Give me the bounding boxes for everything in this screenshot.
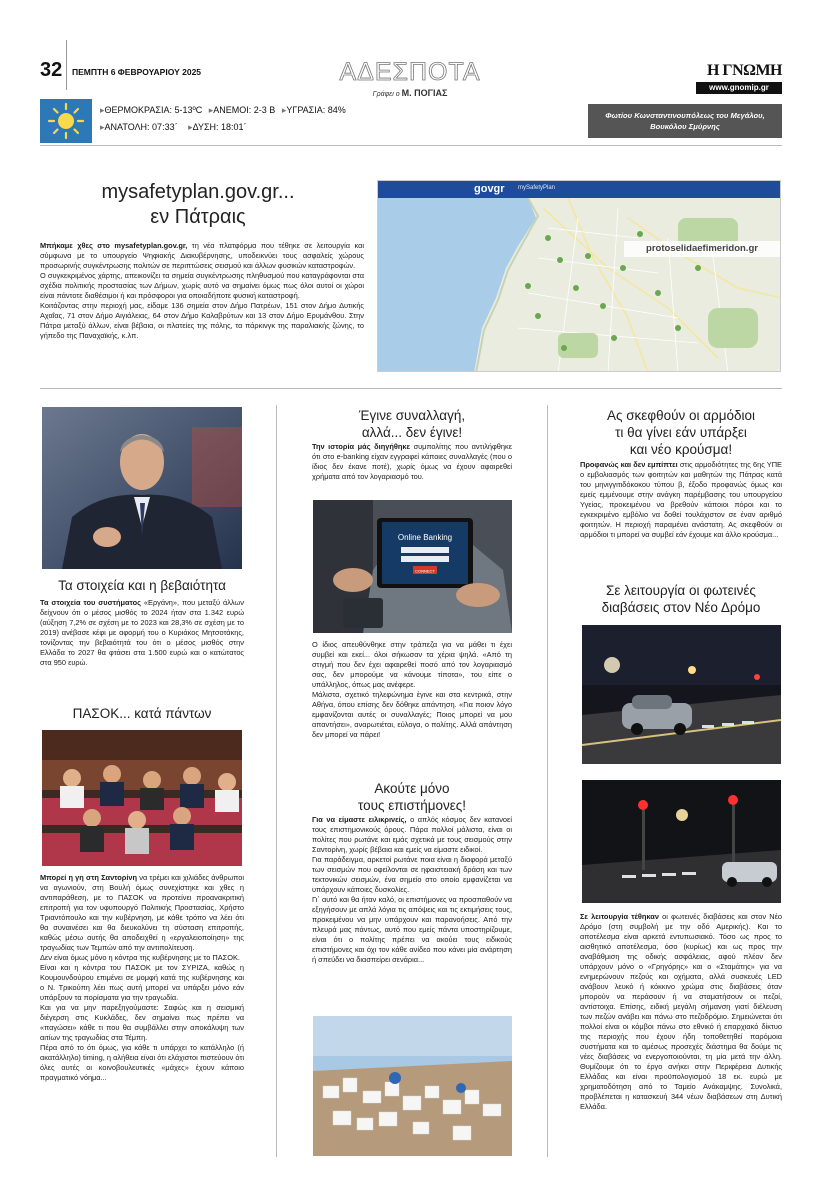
col3-story2-p1: οι φωτεινές διαβάσεις και στον Νέο Δρόμο (στη συμβολή με την οδό Αμερικής). Και το αποτέλεσμα είναι αρκετά εντυπωσιακό. Τόσο ως προς το αισθητικό αποτέλεσμα, όσο (κυρίως) και ως προς την αναβάθμιση της οδικής ασφάλειας, αφού πλέον δεν υπάρχουν μόνο ο «Γρηγόρης» και ο «Σταμάτης» για να ενημερώνουν πεζούς και οχήματα, αλλά συσκευές LED ανάβουν λευκό ή κόκκινο χρώμα στις διαβάσεις όταν μπορούν να περάσουν ή να σταματήσουν οι πεζοί, αντίστοιχα. Επίσης, ειδική μεγάλη σήμανση γιατί διέλευση των πεζών ανάβει και πάνω στο πεζοδρόμιο. Σημειώνεται ότι πολλοί είναι οι κόμβοι πάνω στο εθνικό ή επαρχιακό δίκτυο της περιοχής που έχουν ήδη τοποθετηθεί παρόμοια συστήματα και το αμέσως προσεχές διάστημα θα δούμε τις νέες διαβάσεις να ενεργοποιούνται, τη μία μετά την άλλη. Θυμίζουμε ότι το έργο ανήκει στην Περιφέρεια Δυτικής Ελλάδας και είναι προϋπολογισμού 18 εκ. ευρώ με χρηματοδότηση από το Ταμείο Ανάκαμψης. Συνολικά, προβλέπεται η κατασκευή 344 νέων διαβάσεων στη Δυτική Ελλάδα. — [580, 912, 782, 1111]
col1-story2-p2: Δεν είναι όμως μόνο η κόντρα της κυβέρνησης με το ΠΑΣΟΚ. — [40, 953, 240, 962]
weather-humidity: ΥΓΡΑΣΙΑ: 84% — [286, 105, 346, 115]
govgr-logo: govgr — [474, 183, 505, 195]
weather-sunrise: ΑΝΑΤΟΛΗ: 07:33΄ — [104, 122, 178, 132]
brand-url[interactable]: www.gnomip.gr — [709, 83, 769, 92]
top-story-title — [40, 180, 356, 230]
header-divider — [66, 40, 67, 90]
col3-story1-body — [580, 460, 782, 540]
top-story-title-line2: εν Πάτραις — [150, 206, 246, 228]
nameday-box — [588, 104, 782, 138]
col3-story1-text: στις αρμοδιότητες της 6ης ΥΠΕ ο εμβολιασμός των φοιτητών και μαθητών της Πάτρας κατά του μηνιγγιτιδόκοκου τύπου β, έξοδο προφανώς όμως και εμείς εμμένουμε στην ανάγκη παρέμβασης του υπουργείου Υγείας, προκειμένου να βρεθούν κάποιοι πόροι και το εγκεκριμένο εμβόλιο να δοθεί τουλάχιστον σε έναν αριθμό φοιτητών. Η περιοχή παραμένει ανάστατη. Ας σκεφθούν οι αρμόδιοι τι μπορεί να συμβεί εάν έχουμε και άλλο κρούσμα... — [580, 460, 782, 539]
weather-temperature: ΘΕΡΜΟΚΡΑΣΙΑ: 5-13ºC — [104, 105, 203, 115]
col2-story2-p1: ο απλός κόσμος δεν κατανοεί τους επιστημονικούς όρους. Πάρα πολλοί μάλιστα, είναι οι πολίτες που ρωτάνε και εμάς σχετικά με τους σεισμούς στην Σαντορίνη, χωρίς βέβαια και εμείς να είμαστε ειδικοί. — [312, 815, 512, 854]
col2-story1-title-line2: αλλά... δεν έγινε! — [361, 425, 463, 440]
col3-story1-title — [578, 407, 784, 458]
col1-story1-title: Τα στοιχεία και η βεβαιότητα — [58, 578, 226, 593]
top-story-p3: Κοιτάζοντας στην περιοχή μας, είδαμε 136 σημεία στον Δήμο Πατρέων, 151 στον Δήμο Δυτικής Αχαΐας, 71 στον Δήμο Αιγιάλειας, 64 στον Δήμο Καλαβρύτων και 13 στον Δήμο Ερυμάνθου. Στην Πάτρα μεταξύ άλλων, είναι βέβαια, οι πλατείες της πόλης, τα πάρκινγκ της παραλιακής ζώνης, το γήπεδο της Παναχαϊκής, κ.λπ. — [40, 301, 364, 340]
col1-story1-text: «Εργάνη», που μεταξύ άλλων δείχνουν ότι ο μέσος μισθός το 2024 ήταν στα 1.342 ευρώ (αύξηση 7,2% σε σχέση με το 2023 και 28,3% σε σχέση με το 2019) ανέβασε κέφι με αφορμή του ο Κυριάκος Μητσοτάκης, τονίζοντας την βεβαιότητά του ότι ο μέσος μισθός στην Ελλάδα το 2027 θα φτάσει στα 1.500 ευρώ και ο κατώτατος στα 950 ευρώ. — [40, 598, 244, 667]
col2-story2-p2: Για παράδειγμα, αρκετοί ρωτάνε ποια είναι η διαφορά μεταξύ των σεισμών που οφείλονται σε ηφαιστειακή δράση και των τεκτονικών σεισμών, ένα σημείο στο οποίο εμφανίζεται να υπάρχουν κάποιες δυσκολίες. — [312, 855, 512, 894]
col3-story1-title-line2: τι θα γίνει εάν υπάρξει — [615, 425, 747, 440]
col1-story1-body — [40, 598, 244, 668]
col2-story1-p3: Μάλιστα, σχετικό τηλεφώνημα έγινε και στα κεντρικά, στην Αθήνα, όπου επίσης δεν δόθηκε απάντηση. «Για ποιον λόγο εμφανίζονται αυτές οι συναλλαγές; Ποιος μπορεί να μου απαντήσει», αναρωτιέται, εύλογα, ο πολίτης. Αλλά απάντηση δεν μπορεί να πάρει! — [312, 690, 512, 739]
col2-story2-title — [312, 780, 512, 814]
issue-date: ΠΕΜΠΤΗ 6 ΦΕΒΡΟΥΑΡΙΟΥ 2025 — [72, 67, 202, 77]
col2-story1-title-line1: Έγινε συναλλαγή, — [358, 408, 466, 423]
col2-story2-lead: Για να είμαστε ειλικρινείς, — [312, 815, 407, 824]
weather-bar: ▸ΘΕΡΜΟΚΡΑΣΙΑ: 5-13ºC ▸ΑΝΕΜΟΙ: 2-3 Β ▸ΥΓΡΑΣΙΑ: 84% ▸ΑΝΑΤΟΛΗ: 07:33΄ ▸ΔΥΣΗ: 18:01΄ Φωτίου Κωνσταντινουπόλεως του Μεγάλου, Βουκόλου Σμύρνης — [40, 99, 782, 143]
col3-story2-title — [578, 582, 784, 616]
tablet-screen-title: Online Banking — [397, 533, 453, 542]
nameday-text: Φωτίου Κωνσταντινουπόλεως του Μεγάλου, Βουκόλου Σμύρνης — [605, 111, 765, 131]
col3-story2-title-line2: διαβάσεις στον Νέο Δρόμο — [601, 600, 761, 615]
col1-story2-p1: να τρέμει και χιλιάδες άνθρωποι να αγωνιούν, στη Βουλή όμως συνεχίστηκε και χθες η αντιπαράθεση, με το ΠΑΣΟΚ να προτείνει προανακριτική επιτροπή για τον υφυπουργό Πολιτικής Προστασίας, Χρήστο Τριαντόπουλο και την κυβέρνηση, με κάθε τρόπο να λέει ότι θα συναινέσει και θα διευκολύνει τη σύσταση επιτροπής, καθώς μέσω αυτής θα αποδειχθεί η «εργαλειοποίηση» της τραγωδίας των Τεμπών από την αντιπολίτευση. — [40, 873, 244, 952]
safety-map-image — [377, 180, 781, 372]
column-title-text: ΑΔΕΣΠΟΤΑ — [339, 58, 481, 86]
column-rule-1 — [276, 405, 277, 1157]
crosswalk-photo-2 — [582, 780, 781, 903]
byline — [330, 88, 490, 98]
byline-prefix: Γράφει ο — [372, 91, 400, 98]
col1-story2-p5: Πέρα από το ότι όμως, για κάθε τι υπάρχει το κατάλληλο (ή ακατάλληλο) timing, η αλήθεια είναι ότι ελάχιστοι πιστεύουν ότι όλες αυτές οι κοινοβουλευτικές «μάχες» έχουν κάποιο πραγματικό νόημα... — [40, 1043, 244, 1082]
col3-story1-title-line1: Ας σκεφθούν οι αρμόδιοι — [606, 408, 756, 423]
tablet-connect-button: CONNECT — [415, 568, 435, 574]
map-canvas — [378, 198, 781, 372]
top-story-title-line1: mysafetyplan.gov.gr... — [101, 181, 295, 203]
col1-story2-body — [40, 873, 244, 1083]
santorini-photo — [313, 1016, 512, 1156]
col3-story2-body — [580, 912, 782, 1112]
watermark: protoselidaefimeridon.gr — [624, 241, 780, 257]
col2-story1-body — [312, 640, 512, 740]
brand-name: Η ΓΝΩΜΗ — [706, 62, 782, 79]
parliament-photo — [42, 730, 242, 866]
page-number: 32 — [40, 59, 63, 81]
col1-story1-lead: Τα στοιχεία του συστήματος — [40, 598, 141, 607]
weather-winds: ΑΝΕΜΟΙ: 2-3 Β — [213, 105, 276, 115]
col1-story2-p3: Είναι και η κόντρα του ΠΑΣΟΚ με τον ΣΥΡΙΖΑ, καθώς η Κουμουνδούρου επιμένει σε μομφή κατά της κυβέρνησης και ο Ν. Τρικούπη λέει πως αυτή μπορεί να υπάρξει μόνο εάν υπάρξουν τα πορίσματα για την τραγωδία. — [40, 963, 244, 1002]
brand-logo — [694, 62, 782, 80]
col2-story2-title-line2: τους επιστήμονες! — [357, 798, 467, 813]
top-story-body — [40, 241, 364, 341]
col1-story2-p4: Και για να μην παρεξηγούμαστε: Σαφώς και η σεισμική διέγερση στις Κυκλάδες, δεν σημαίνει πως πρέπει να «παγώσει» κάθε τι που θα συμβάλλει στην αποκάλυψη των αιτίων της τραγωδίας στα Τέμπη. — [40, 1003, 244, 1042]
map-topbar — [378, 181, 781, 198]
weather-sunset: ΔΥΣΗ: 18:01΄ — [192, 122, 247, 132]
col2-story2-title-line1: Ακούτε μόνο — [374, 781, 450, 796]
col2-story1-title — [312, 407, 512, 441]
crosswalk-photo-1 — [582, 625, 781, 764]
col2-story1-p1: συμπολίτης που αντιλήφθηκε ότι στο e-banking είχαν εγγραφεί κάποιες συναλλαγές (που ο ίδιος δεν έκανε ποτέ), χωρίς όμως να έχουν αφαιρεθεί χρήματα από τον λογαριασμό του. — [312, 442, 513, 481]
top-story-p1: τη νέα πλατφόρμα που τέθηκε σε λειτουργία και σύμφωνα με το υπουργείο Ψηφιακής Διακυβέρνησης, υποδεικνύει τους ασφαλείς χώρους προσωρινής συγκέντρωσης πολιτών σε περιπτώσεις σεισμού και άλλων φυσικών καταστροφών. — [40, 241, 364, 270]
col3-story2-lead: Σε λειτουργία τέθηκαν — [580, 912, 659, 921]
politician-photo — [42, 407, 242, 569]
col2-story1-p2: Ο ίδιος απευθύνθηκε στην τράπεζα για να μάθει τι έχει συμβεί και εκεί... όλοι σήκωσαν τα χέρια ψηλά. «Από τη στιγμή που δεν έχει αφαιρεθεί ποσό από τον λογαριασμό σας, δεν μπορούμε να κάνουμε τίποτα», του είπε ο υπάλληλος, όπως μας ανέφερε. — [312, 640, 512, 689]
column-title — [330, 58, 490, 87]
col1-story2-lead: Μπορεί η γη στη Σαντορίνη — [40, 873, 138, 882]
col3-story1-lead: Προφανώς και δεν εμπίπτει — [580, 460, 678, 469]
top-story-p2: Ο συγκεκριμένος χάρτης, απεικονίζει τα σημεία συγκέντρωσης πληθυσμού που καταγράφονται στα σχέδια πολιτικής προστασίας των Δήμων, χωρίς αυτό να σημαίνει όμως πως όλοι αυτοί οι χώροι είναι πάντοτε διαθέσιμοι ή και πρόσφοροι για οποιαδήποτε φυσική καταστροφή. — [40, 271, 364, 300]
top-story-lead: Μπήκαμε χθες στο mysafetyplan.gov.gr, — [40, 241, 188, 250]
byline-name: Μ. ΠΟΓΙΑΣ — [401, 88, 448, 98]
col2-story1-lead: Την ιστορία μάς διηγήθηκε — [312, 442, 410, 451]
col1-story2-title: ΠΑΣΟΚ... κατά πάντων — [72, 706, 212, 721]
col2-story1-intro — [312, 442, 512, 482]
online-banking-photo — [313, 500, 512, 633]
col2-story2-p3: Γι΄ αυτό και θα ήταν καλό, οι επιστήμονες να προσπαθούν να εξηγήσουν με απλά λόγια τις απόψεις και τις εκτιμήσεις τους, προκειμένου να μην υπάρχουν και παρανοήσεις. Από την πλευρά μας πάντως, αυτό που εμείς πάντα υποστηρίζουμε, είναι ότι ο πολίτης πρέπει να ακούει τους ειδικούς επιστήμονες και όχι τον κάθε ανίδεο που κάνει μία ανάρτηση ή σπεύδει να διασπείρει σενάρια... — [312, 895, 512, 964]
sun-icon — [40, 99, 92, 143]
col3-story2-title-line1: Σε λειτουργία οι φωτεινές — [606, 583, 756, 598]
brand-url-box[interactable] — [696, 82, 782, 94]
column-rule-2 — [547, 405, 548, 1157]
col3-story1-title-line3: και νέο κρούσμα! — [629, 442, 733, 457]
map-app-name: mySafetyPlan — [518, 185, 556, 191]
col2-story2-body — [312, 815, 512, 965]
sun-box — [40, 99, 92, 143]
